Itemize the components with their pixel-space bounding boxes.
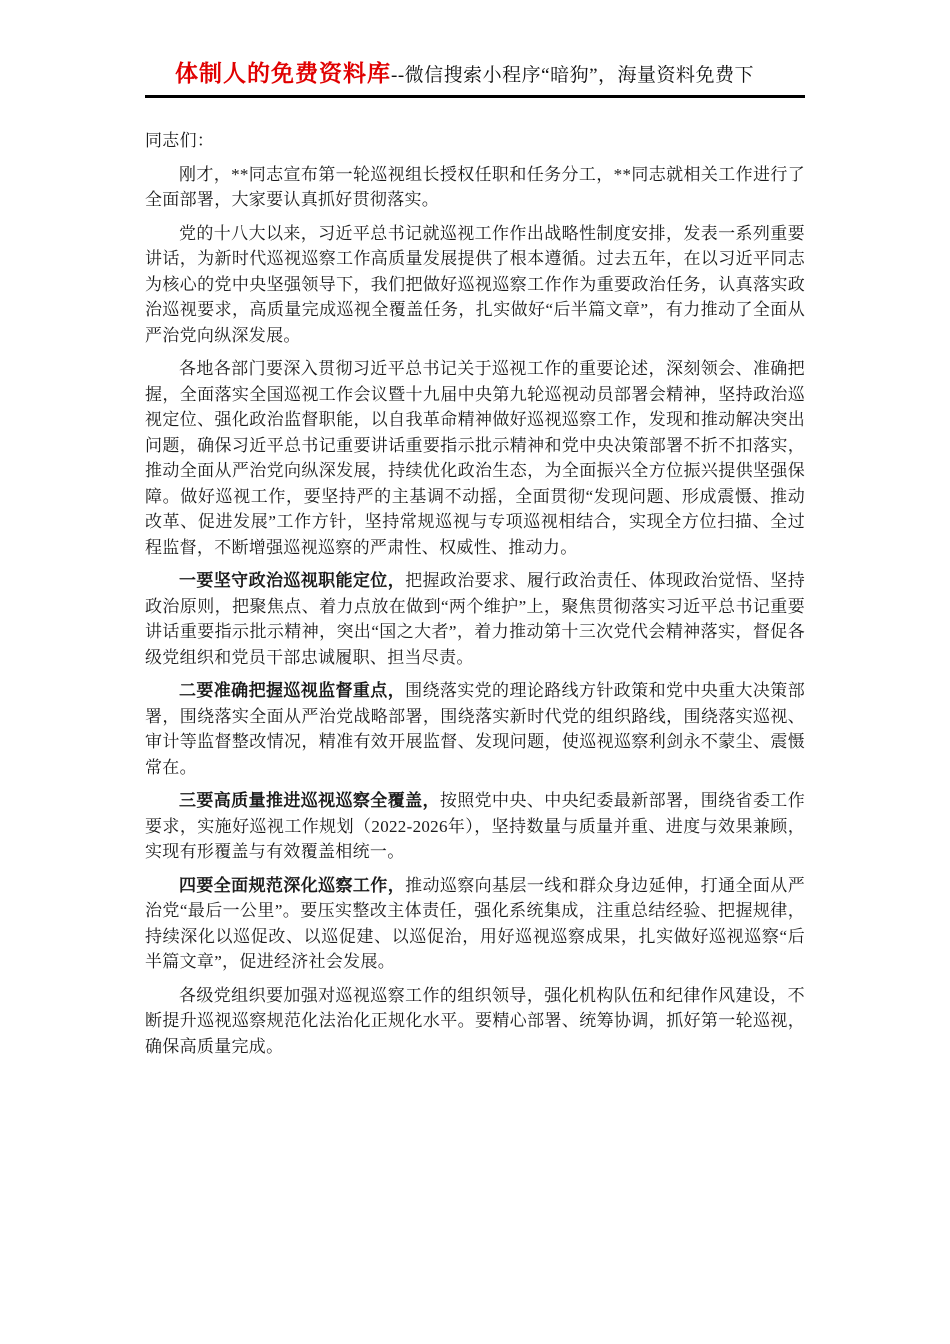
paragraph-text: 各地各部门要深入贯彻习近平总书记关于巡视工作的重要论述，深刻领会、准确把握，全面落实全国巡视工作会议暨十九届中央第九轮巡视动员部署会精神，坚持政治巡视定位、强化政治监督职能，以自我革命精神做好巡视巡察工作，发现和推动解决突出问题，确保习近平总书记重要讲话重要指示批示精神和党中央决策部署不折不扣落实，推动全面从严治党向纵深发展，持续优化政治生态，为全面振兴全方位振兴提供坚强保障。做好巡视工作，要坚持严的主基调不动摇，全面贯彻“发现问题、形成震慑、推动改革、促进发展”工作方针，坚持常规巡视与专项巡视相结合，实现全方位扫描、全过程监督，不断增强巡视巡察的严肃性、权威性、推动力。 (145, 359, 805, 557)
paragraph-text: 党的十八大以来，习近平总书记就巡视工作作出战略性制度安排，发表一系列重要讲话，为新时代巡视巡察工作高质量发展提供了根本遵循。过去五年，在以习近平同志为核心的党中央坚强领导下，我们把做好巡视巡察工作作为重要政治任务，认真落实政治巡视要求，高质量完成巡视全覆盖任务，扎实做好“后半篇文章”，有力推动了全面从严治党向纵深发展。 (145, 223, 805, 345)
paragraph-lead-bold: 二要准确把握巡视监督重点， (179, 681, 406, 700)
paragraph-text: 推动巡察向基层一线和群众身边延伸，打通全面从严治党“最后一公里”。要压实整改主体责任，强化系统集成，注重总结经验、把握规律，持续深化以巡促改、以巡促建、以巡促治，用好巡视巡察成果，扎实做好巡视巡察“后半篇文章”，促进经济社会发展。 (145, 875, 805, 971)
salutation: 同志们： (145, 131, 215, 150)
document-body (145, 128, 805, 1059)
paragraph-text: 按照党中央、中央纪委最新部署，围绕省委工作要求，实施好巡视工作规划（2022-2026年），坚持数量与质量并重、进度与效果兼顾，实现有形覆盖与有效覆盖相统一。 (145, 791, 805, 861)
paragraph-1 (145, 162, 805, 213)
tagline-text: --微信搜索小程序“暗狗”，海量资料免费下 (391, 65, 755, 86)
paragraph-text: 刚才，**同志宣布第一轮巡视组长授权任职和任务分工，**同志就相关工作进行了全面部署，大家要认真抓好贯彻落实。 (145, 164, 805, 209)
paragraph-lead-bold: 三要高质量推进巡视巡察全覆盖， (179, 791, 440, 810)
paragraph-lead-bold: 四要全面规范深化巡察工作， (179, 875, 406, 895)
content-column (145, 0, 805, 1059)
paragraph-lead-bold: 一要坚守政治巡视职能定位， (179, 571, 406, 590)
paragraph-text: 把握政治要求、履行政治责任、体现政治觉悟、坚持政治原则，把聚焦点、着力点放在做到“两个维护”上，聚焦贯彻落实习近平总书记重要讲话重要指示批示精神，突出“国之大者”，着力推动第十三次党代会精神落实，督促各级党组织和党员干部忠诚履职、担当尽责。 (145, 571, 805, 667)
paragraph-3 (145, 356, 805, 560)
paragraph-text: 各级党组织要加强对巡视巡察工作的组织领导，强化机构队伍和纪律作风建设，不断提升巡视巡察规范化法治化正规化水平。要精心部署、统筹协调，抓好第一轮巡视，确保高质量完成。 (145, 985, 805, 1056)
paragraph-5-point-two (145, 678, 805, 780)
paragraph-7-point-four (145, 873, 805, 975)
paragraph-text: 围绕落实党的理论路线方针政策和党中央重大决策部署，围绕落实全面从严治党战略部署，围绕落实新时代党的组织路线，围绕落实巡视、审计等监督整改情况，精准有效开展监督、发现问题，使巡视巡察利剑永不蒙尘、震慑常在。 (145, 681, 805, 777)
paragraph-2 (145, 221, 805, 349)
brand-text: 体制人的免费资料库 (175, 61, 391, 86)
header-banner (145, 55, 805, 98)
paragraph-4-point-one (145, 568, 805, 670)
paragraph-8 (145, 983, 805, 1060)
paragraph-6-point-three (145, 788, 805, 865)
